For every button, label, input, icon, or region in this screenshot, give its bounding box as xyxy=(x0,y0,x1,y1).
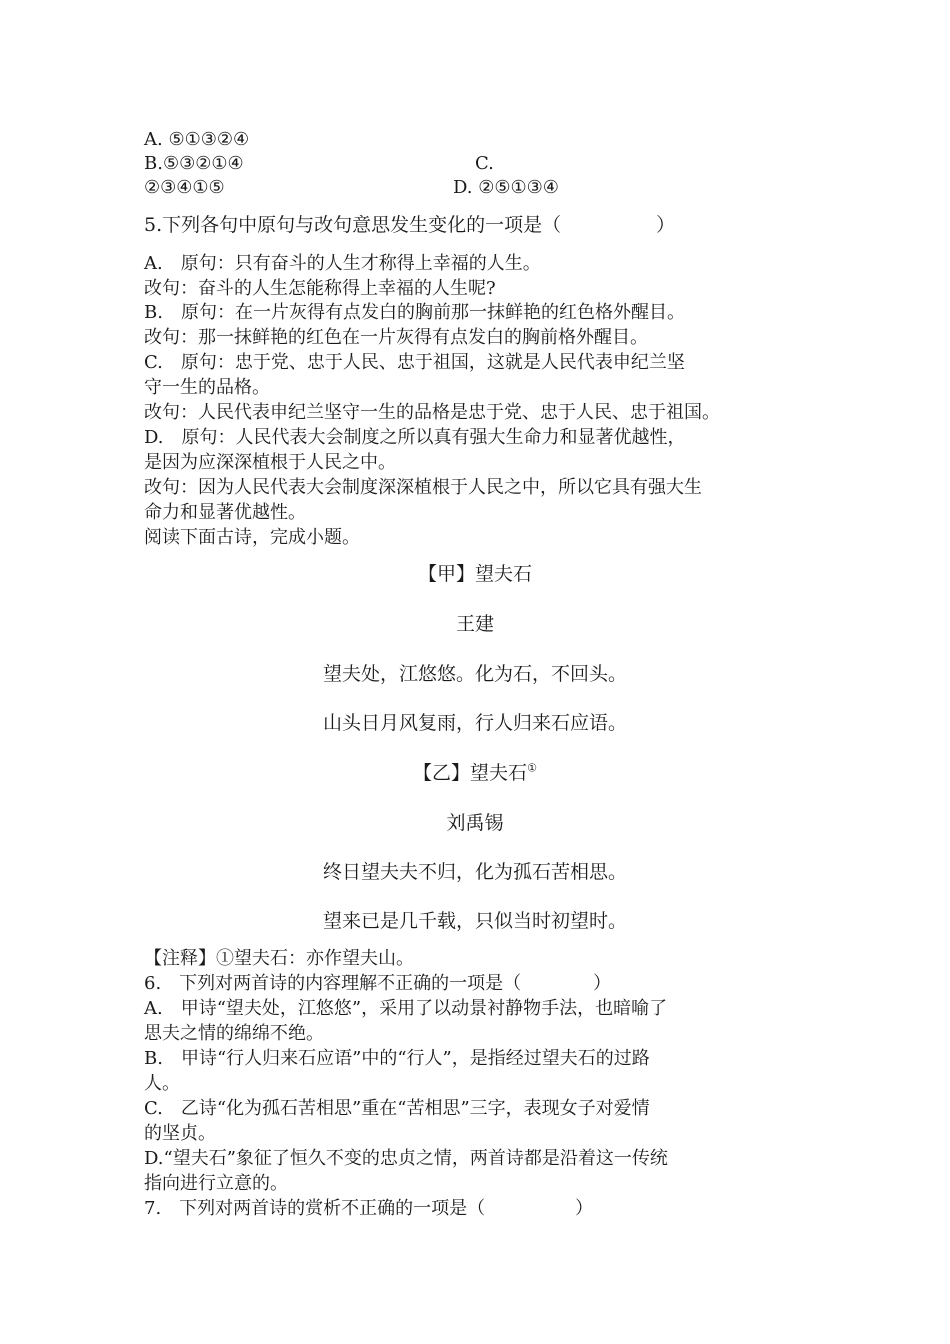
poem-b-author: 刘禹锡 xyxy=(446,812,504,834)
option-d-q4: D. ②⑤①③④ xyxy=(453,177,559,198)
q5-line: 改句：奋斗的人生怎能称得上幸福的人生呢? xyxy=(144,278,496,299)
q5-line: B. 原句：在一片灰得有点发白的胸前那一抹鲜艳的红色格外醒目。 xyxy=(144,302,685,323)
poem-b-line: 终日望夫夫不归，化为孤石苦相思。 xyxy=(322,861,627,883)
poem-b-line: 望来已是几千载，只似当时初望时。 xyxy=(322,910,627,932)
q6-line: A. 甲诗“望夫处，江悠悠”，采用了以动景衬静物手法，也暗喻了 xyxy=(144,998,668,1019)
poem-b-title xyxy=(0,760,950,786)
q5-line: 改句：人民代表申纪兰坚守一生的品格是忠于党、忠于人民、忠于祖国。 xyxy=(144,402,720,423)
q6-line: B. 甲诗“行人归来石应语”中的“行人”，是指经过望夫石的过路 xyxy=(144,1048,650,1069)
reading-instruction: 阅读下面古诗，完成小题。 xyxy=(144,527,360,548)
option-c-value-q4: ②③④①⑤ xyxy=(144,177,225,198)
q6-line: C. 乙诗“化为孤石苦相思”重在“苦相思”三字，表现女子对爱情 xyxy=(144,1098,650,1119)
poem-b-title-text: 【乙】望夫石 xyxy=(413,762,528,784)
q6-line: 思夫之情的绵绵不绝。 xyxy=(144,1023,324,1044)
q5-line: 改句：因为人民代表大会制度深深植根于人民之中，所以它具有强大生 xyxy=(144,477,702,498)
q6-line: 的坚贞。 xyxy=(144,1123,216,1144)
poem-a-title: 【甲】望夫石 xyxy=(417,563,532,585)
q5-line: D. 原句：人民代表大会制度之所以真有强大生命力和显著优越性， xyxy=(144,427,686,448)
poem-a-line: 山头日月风复雨，行人归来石应语。 xyxy=(322,712,627,734)
q5-line: 命力和显著优越性。 xyxy=(144,502,306,523)
poem-a-author: 王建 xyxy=(455,613,494,635)
q6-line: D.“望夫石”象征了恒久不变的忠贞之情，两首诗都是沿着这一传统 xyxy=(144,1148,668,1169)
footnote-marker: ① xyxy=(527,761,537,775)
q5-line: 改句：那一抹鲜艳的红色在一片灰得有点发白的胸前格外醒目。 xyxy=(144,327,648,348)
poem-a-line: 望夫处，江悠悠。化为石，不回头。 xyxy=(322,663,627,685)
option-a-q4: A. ⑤①③②④ xyxy=(144,129,250,150)
q6-line: 人。 xyxy=(144,1073,180,1094)
option-b-q4: B.⑤③②①④ xyxy=(144,153,244,174)
q6-line: 指向进行立意的。 xyxy=(144,1173,288,1194)
q5-line: C. 原句：忠于党、忠于人民、忠于祖国，这就是人民代表申纪兰坚 xyxy=(144,352,685,373)
question-5-stem: 5.下列各句中原句与改句意思发生变化的一项是（ ） xyxy=(144,214,676,236)
q5-line: 守一生的品格。 xyxy=(144,377,270,398)
q5-line: A. 原句：只有奋斗的人生才称得上幸福的人生。 xyxy=(144,253,541,274)
question-6-stem: 6. 下列对两首诗的内容理解不正确的一项是（ ） xyxy=(144,973,612,994)
question-7-stem: 7. 下列对两首诗的赏析不正确的一项是（ ） xyxy=(144,1198,594,1219)
footnote: 【注释】①望夫石：亦作望夫山。 xyxy=(144,948,414,969)
q5-line: 是因为应深深植根于人民之中。 xyxy=(144,452,396,473)
option-c-label-q4: C. xyxy=(475,153,494,174)
